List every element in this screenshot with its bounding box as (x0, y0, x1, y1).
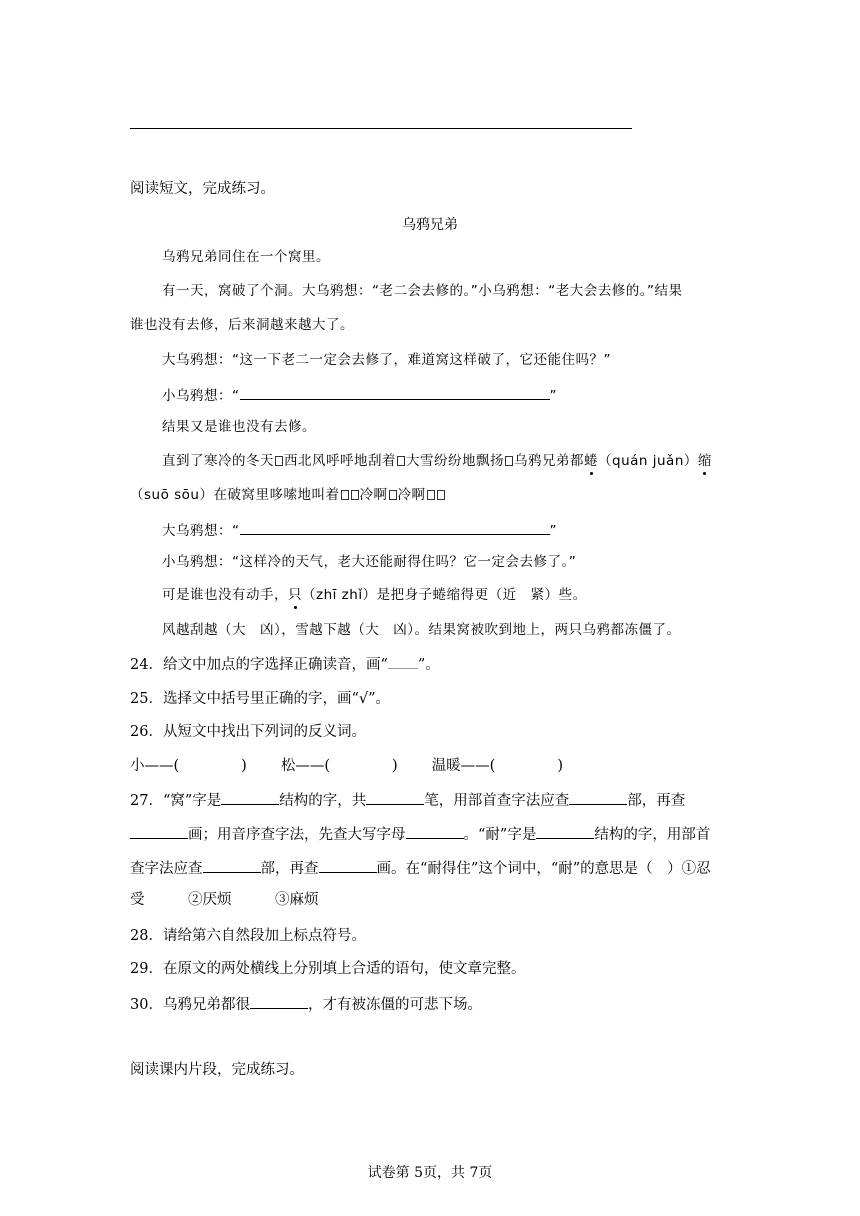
fill-blank-strokes-2[interactable] (319, 858, 377, 873)
dotted-char-suo: 缩 (697, 453, 712, 469)
punctuation-box[interactable] (397, 456, 405, 466)
passage-paragraph-5: 结果又是谁也没有去修。 (162, 419, 316, 435)
q27-text: 。“耐”字是 (463, 827, 537, 843)
top-answer-line (130, 128, 632, 129)
passage-paragraph-2-line-2: 谁也没有去修，后来洞越来越大了。 (130, 317, 354, 333)
question-27-line-3 (130, 858, 711, 878)
p6-text-6: 冷啊 (359, 487, 388, 503)
q27-text: 画。在“耐得住”这个词中，“耐”的意思是（ ）①忍 (376, 861, 711, 877)
q27-text: 画；用音序查字法，先查大写字母 (188, 827, 406, 843)
fill-blank-structure[interactable] (221, 790, 279, 805)
q30-text-b: ，才有被冻僵的可悲下场。 (307, 997, 482, 1013)
p7-prefix: 大乌鸦想：“ (162, 523, 240, 539)
passage-title: 乌鸦兄弟 (402, 217, 458, 233)
pinyin-options-2: （suō sōu） (130, 487, 214, 503)
section-intro-textbook: 阅读课内片段，完成练习。 (130, 1062, 304, 1078)
dotted-char-quan: 蜷 (584, 453, 598, 469)
passage-paragraph-6-line-1 (162, 452, 712, 470)
question-28: 28．请给第六自然段加上标点符号。 (130, 928, 366, 944)
p4-suffix: ” (549, 388, 557, 404)
q27-text: 27．“窝”字是 (130, 793, 222, 809)
punctuation-box[interactable] (389, 490, 397, 500)
question-30 (130, 994, 482, 1014)
q27-text: 部，再查 (260, 861, 319, 877)
passage-paragraph-6-line-2 (130, 486, 446, 504)
q27-text: 查字法应查 (130, 861, 203, 877)
fill-blank-radical-2[interactable] (203, 858, 261, 873)
passage-paragraph-2-line-1: 有一天，窝破了个洞。大乌鸦想：“老二会去修的。”小乌鸦想：“老大会去修的。”结果 (162, 283, 683, 299)
question-26-items (130, 757, 563, 775)
passage-paragraph-4 (162, 385, 557, 405)
fill-blank-letter[interactable] (406, 824, 464, 839)
dotted-char-zhi: 只 (288, 587, 302, 603)
p6-text-4: 乌鸦兄弟都 (514, 453, 584, 469)
fill-blank-radical[interactable] (569, 790, 627, 805)
close-paren: ) (392, 758, 398, 774)
q27-text: 笔，用部首查字法应查 (424, 793, 570, 809)
q27-text: 结构的字，用部首 (594, 827, 711, 843)
passage-paragraph-7 (162, 520, 557, 540)
page-footer: 试卷第 5页，共 7页 (367, 1165, 493, 1181)
passage-paragraph-9 (162, 586, 587, 604)
fill-blank-q30[interactable] (250, 994, 308, 1009)
punctuation-box[interactable] (437, 490, 445, 500)
close-paren: ) (557, 758, 564, 774)
fill-blank-1[interactable] (240, 385, 550, 400)
question-25: 25．选择文中括号里正确的字，画“√”。 (130, 691, 391, 707)
passage-paragraph-8: 小乌鸦想：“这样冷的天气，老大还能耐得住吗？它一定会去修了。” (162, 554, 577, 570)
antonym-small-label: 小——( (130, 758, 180, 774)
question-27-line-4: 受 ②厌烦 ③麻烦 (130, 892, 319, 908)
question-29: 29．在原文的两处横线上分别填上合适的语句，使文章完整。 (130, 961, 526, 977)
p6-text-1: 直到了寒冷的冬天 (162, 453, 274, 469)
punctuation-box[interactable] (505, 456, 513, 466)
fill-blank-structure-2[interactable] (536, 824, 594, 839)
p7-suffix: ” (549, 523, 557, 539)
question-27-line-2 (130, 824, 710, 844)
p6-text-2: 西北风呼呼地刮着 (284, 453, 396, 469)
p9-text-2: （zhī zhǐ）是把身子蜷缩得更（近 紧）些。 (302, 587, 587, 603)
fill-blank-strokes[interactable] (366, 790, 424, 805)
p6-text-5: 在破窝里哆嗦地叫着 (213, 487, 340, 503)
antonym-loose-label: 松——( (280, 758, 331, 774)
pinyin-options-1: （quán juǎn） (598, 453, 698, 469)
p9-text-1: 可是谁也没有动手， (162, 587, 288, 603)
fill-blank-remaining-strokes[interactable] (130, 824, 188, 839)
q27-text: 结构的字，共 (279, 793, 367, 809)
antonym-warm-label: 温暖——( (431, 758, 496, 774)
q24-text-a: 24．给文中加点的字选择正确读音，画“ (130, 657, 388, 673)
p6-text-7: 冷啊 (397, 487, 426, 503)
p6-text-3: 大雪纷纷地飘扬 (406, 453, 504, 469)
question-26: 26．从短文中找出下列词的反义词。 (130, 724, 366, 740)
q30-text-a: 30．乌鸦兄弟都很 (130, 997, 250, 1013)
punctuation-box[interactable] (427, 490, 435, 500)
q24-text-b: ”。 (417, 657, 440, 673)
question-24 (130, 656, 440, 674)
fill-blank-2[interactable] (240, 520, 550, 535)
passage-paragraph-3: 大乌鸦想：“这一下老二一定会去修了，难道窝这样破了，它还能住吗？” (162, 352, 611, 368)
underline-sample (388, 656, 418, 669)
punctuation-box[interactable] (341, 490, 349, 500)
p4-prefix: 小乌鸦想：“ (162, 388, 240, 404)
passage-paragraph-10: 风越刮越（大 凶），雪越下越（大 凶）。结果窝被吹到地上，两只乌鸦都冻僵了。 (162, 622, 681, 638)
punctuation-box[interactable] (275, 456, 283, 466)
close-paren: ) (241, 758, 247, 774)
section-intro-reading: 阅读短文，完成练习。 (130, 181, 275, 197)
q27-text: 部，再查 (627, 793, 686, 809)
question-27-line-1 (130, 790, 685, 810)
punctuation-box[interactable] (351, 490, 359, 500)
passage-paragraph-1: 乌鸦兄弟同住在一个窝里。 (162, 249, 330, 265)
